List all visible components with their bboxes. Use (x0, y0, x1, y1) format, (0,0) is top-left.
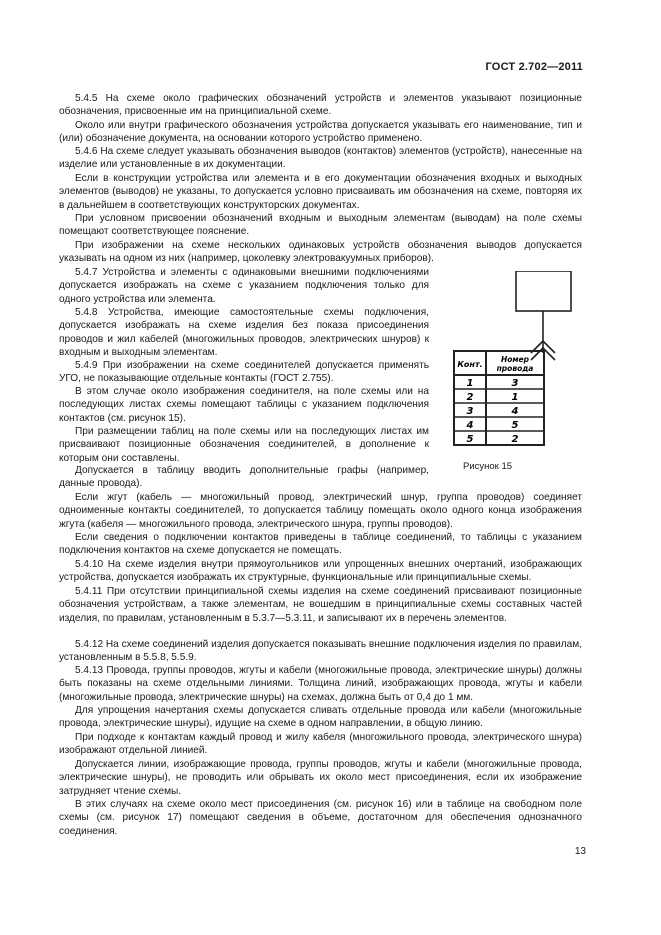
table-header-contact: Конт. (457, 360, 483, 369)
paragraph: 5.4.6 На схеме следует указывать обозначения выводов (контактов) элементов (устройств), нанесенные на изделие или установленные в их документации. (59, 146, 582, 171)
table-header-wire-line2: провода (496, 364, 534, 373)
paragraph: Допускается линии, изображающие провода, группы проводов, жгуты и кабели (многожильные провода, электрические шнуры), не проводить или обрывать их около мест присоединения, если их изображение затрудняет чтение схемы. (59, 759, 582, 797)
paragraph: 5.4.12 На схеме соединений изделия допускается показывать внешние подключения изделия по правилам, установленным в 5.5.8, 5.5.9. (59, 639, 582, 664)
paragraph: При подходе к контактам каждый провод и жилу кабеля (многожильного провода, электрического шнура) изображают отдельной линией. (59, 732, 582, 757)
paragraph: 5.4.9 При изображении на схеме соединителей допускается применять УГО, не показывающие отдельные контакты (ГОСТ 2.755). (59, 360, 429, 385)
figure-caption: Рисунок 15 (463, 461, 513, 472)
table-cell: 4 (466, 420, 474, 431)
page-number: 13 (574, 846, 586, 857)
paragraph: При размещении таблиц на поле схемы или на последующих листах им присваивают позиционные обозначения соединителей, в дополнение к которым они составлены. (59, 426, 429, 464)
paragraph: 5.4.8 Устройства, имеющие самостоятельные схемы подключения, допускается изображать на схеме изделия без показа присоединения проводов и жил кабелей (многожильных проводов, электрических шнуров) к входным и выходным элементам. (59, 307, 429, 359)
table-cell: 1 (466, 378, 474, 389)
paragraph: Для упрощения начертания схемы допускается сливать отдельные провода или кабели (многожильные провода, электрические шнуры), идущие на схеме в одном направлении, в общую линию. (59, 705, 582, 730)
paragraph: Если сведения о подключении контактов приведены в таблице соединений, то таблицы с указанием подключения контактов на схеме допускается не помещать. (59, 532, 582, 557)
table-header-wire-line1: Номер (500, 355, 530, 364)
running-header: ГОСТ 2.702—2011 (485, 61, 583, 73)
table-cell: 5 (511, 420, 519, 431)
paragraph: 5.4.7 Устройства и элементы с одинаковыми внешними подключениями допускается изображать на схеме с указанием подключения только для одного устройства или элемента. (59, 267, 429, 305)
paragraph: Около или внутри графического обозначения устройства допускается указывать его наименование, тип и (или) обозначение документа, на основании которого устройство применено. (59, 120, 582, 145)
paragraph: При изображении на схеме нескольких одинаковых устройств обозначения выводов допускается указывать на одном из них (например, цоколевку электровакуумных приборов). (59, 240, 582, 265)
paragraph: Если жгут (кабель — многожильный провод, электрический шнур, группа проводов) соединяет одноименные контакты соединителей, то допускается таблицу помещать около одного конца изображения жгута (кабеля — многожильного провода, электрического шнура, группы проводов). (59, 492, 582, 530)
connector-rect (516, 271, 571, 311)
table-cell: 2 (466, 392, 474, 403)
paragraph: 5.4.10 На схеме изделия внутри прямоугольников или упрощенных внешних очертаний, изображающих устройства, допускается изображать их структурные, функциональные или принципиальные схемы. (59, 559, 582, 584)
paragraph: 5.4.11 При отсутствии принципиальной схемы изделия на схеме соединений присваивают позиционные обозначения устройствам, а также элементам, не вошедшим в принципиальные схемы составных частей изделия, по правилам, установленным в 5.3.7—5.3.11, и записывают их в перечень элементов. (59, 586, 582, 624)
table-cell: 5 (466, 434, 474, 445)
paragraph: При условном присвоении обозначений входным и выходным элементам (выводам) на поле схемы помещают соответствующее пояснение. (59, 213, 582, 238)
paragraph: Если в конструкции устройства или элемента и в его документации обозначения входных и выходных элементов (выводов) не указаны, то допускается условно присваивать им обозначения на схеме, повторяя их в дальнейшем в соответствующих конструкторских документах. (59, 173, 582, 211)
table-cell: 2 (511, 434, 519, 445)
table-cell: 3 (511, 378, 519, 389)
paragraph: 5.4.5 На схеме около графических обозначений устройств и элементов указывают позиционные обозначения, присвоенные им на принципиальной схеме. (59, 93, 582, 118)
paragraph: Допускается в таблицу вводить дополнительные графы (например, данные провода). (59, 465, 429, 490)
table-cell: 3 (466, 406, 474, 417)
paragraph: В этом случае около изображения соединителя, на поле схемы или на последующих листах схемы помещают таблицы с указанием подключения контактов (см. рисунок 15). (59, 386, 429, 424)
paragraph: 5.4.13 Провода, группы проводов, жгуты и кабели (многожильные провода, электрические шнуры) должны быть показаны на схеме отдельными линиями. Толщина линий, изображающих провода, жгуты и кабели (многожильные провода, электрические шнуры) на схемах, должна быть от 0,4 до 1 мм. (59, 665, 582, 703)
paragraph: В этих случаях на схеме около мест присоединения (см. рисунок 16) или в таблице на свободном поле схемы (см. рисунок 17) помещают сведения в объеме, достаточном для обеспечения однозначного соединения. (59, 799, 582, 837)
figure-15-diagram (445, 271, 575, 446)
table-cell: 4 (511, 406, 519, 417)
table-cell: 1 (511, 392, 519, 403)
